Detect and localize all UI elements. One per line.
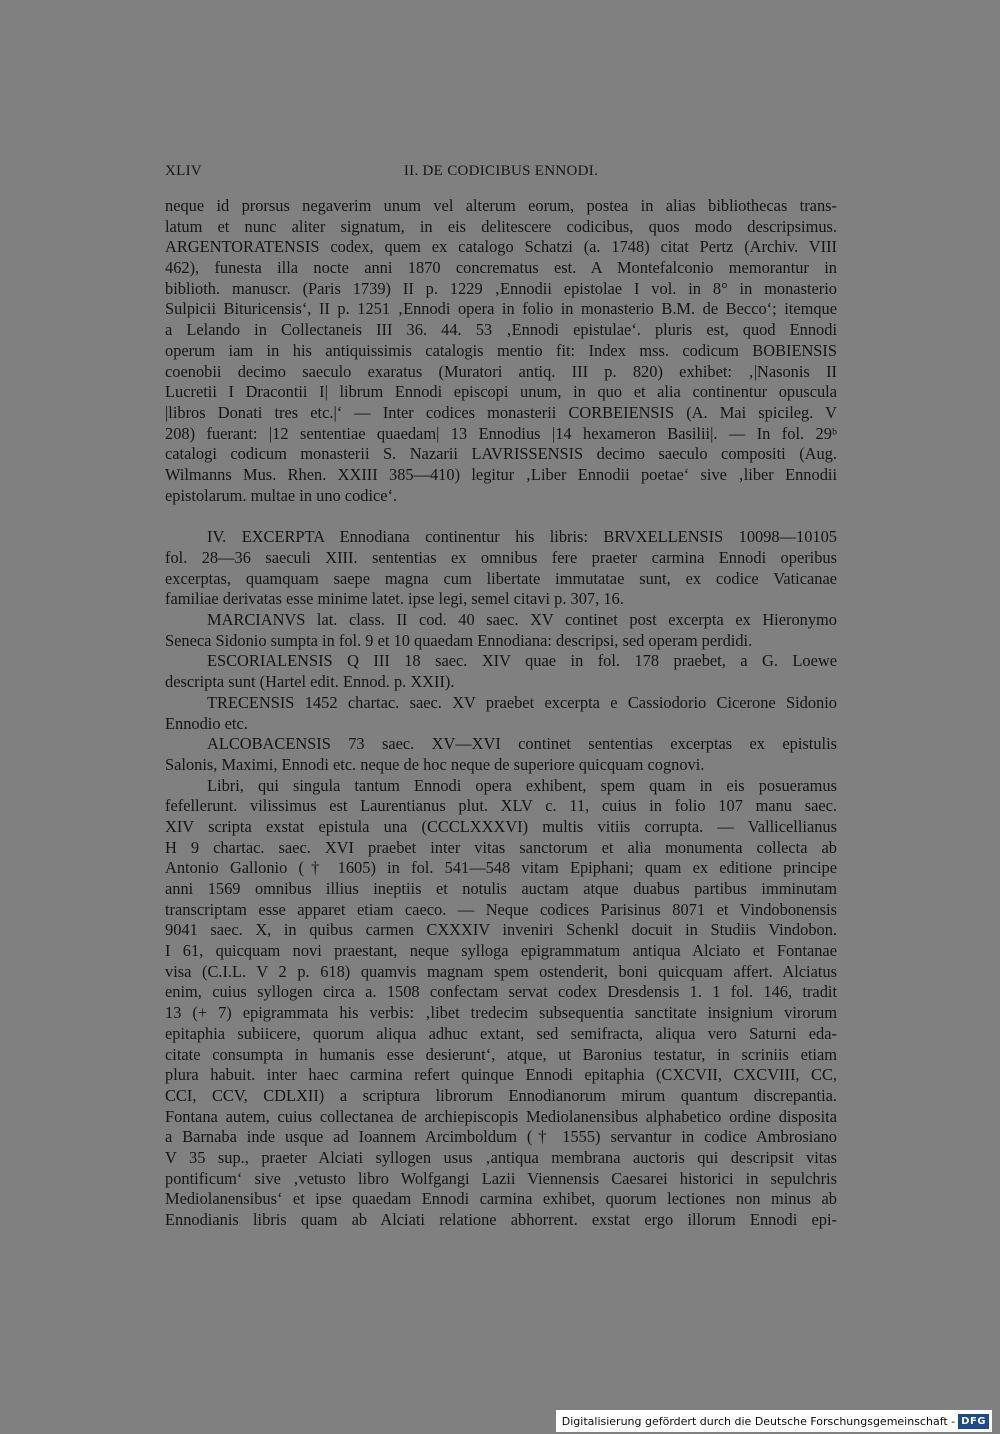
paragraph	[165, 693, 837, 734]
text-line: 9041 saec. X, in quibus carmen CXXXIV inveniri Schenkl docuit in Studiis Vindobon.	[165, 920, 837, 940]
text-line: Wilmanns Mus. Rhen. XXIII 385—410) legitur ‚Liber Ennodii poetae‘ sive ‚liber Ennodii	[165, 464, 837, 484]
running-head	[165, 163, 837, 183]
text-line: Sulpicii Bituricensis‘, II p. 1251 ‚Ennodi opera in folio in monasterio B.M. de Becco‘; itemque	[165, 299, 837, 319]
funding-footer	[556, 1410, 992, 1432]
paragraph	[165, 527, 837, 610]
paragraph-gap	[165, 506, 837, 527]
funding-text: Digitalisierung gefördert durch die Deutsche Forschungsgemeinschaft -	[561, 1414, 956, 1428]
chapter-title: II. DE CODICIBUS ENNODI.	[403, 163, 599, 179]
text-line: I 61, quicquam novi praestant, neque sylloga epigrammatum antiqua Alciato et Fontanae	[165, 941, 837, 961]
text-line: Mediolanensibus‘ et ipse quaedam Ennodi carmina exhibet, quorum lectiones non minus ab	[165, 1189, 837, 1209]
text-line: epitaphia subiicere, quorum aliqua adhuc extant, sed semifracta, aliqua vero Saturni eda-	[165, 1023, 837, 1043]
text-line: fol. 28—36 saeculi XIII. sententias ex omnibus fere praeter carmina Ennodi operibus	[165, 548, 837, 567]
paragraph	[165, 651, 837, 692]
text-line: Libri, qui singula tantum Ennodi opera exhibent, spem quam in eis posueramus	[207, 775, 837, 795]
text-line: neque id prorsus negaverim unum vel alterum eorum, postea in alias bibliothecas trans-	[165, 196, 837, 215]
text-line: Antonio Gallonio († 1605) in fol. 541—548 vitam Epiphani; quam ex editione principe	[165, 858, 837, 878]
text-line: a Lelando in Collectaneis III 36. 44. 53 ‚Ennodi epistulae‘. pluris est, quod Ennodi	[165, 320, 837, 340]
text-line: MARCIANVS lat. class. II cod. 40 saec. XV continet post excerpta ex Hieronymo	[207, 610, 837, 630]
paragraph	[165, 196, 837, 506]
text-line: Lucretii I Dracontii I| librum Ennodi episcopi unum, in quo et alia continentur opuscula	[165, 382, 837, 402]
text-line: a Barnaba inde usque ad Ioannem Arcimboldum († 1555) servantur in codice Ambrosiano	[165, 1127, 837, 1147]
body-text	[165, 196, 837, 1231]
text-line: descripta sunt (Hartel edit. Ennod. p. XXII).	[165, 672, 455, 692]
text-line: pontificum‘ sive ‚vetusto libro Wolfgangi Lazii Viennensis Caesarei historici in sepulchris	[165, 1168, 837, 1188]
text-line: excerptas, quamquam saepe magna cum libertate immutatae sunt, ex codice Vaticanae	[165, 568, 837, 588]
dfg-logo: DFG	[958, 1414, 989, 1429]
text-line: transcriptam esse apparet etiam caeco. — Neque codices Parisinus 8071 et Vindobonensis	[165, 899, 837, 919]
text-line: coenobii decimo saeculo exaratus (Muratori antiq. III p. 820) exhibet: ‚|Nasonis II	[165, 361, 837, 381]
text-line: ALCOBACENSIS 73 saec. XV—XVI continet sententias excerptas ex epistulis	[207, 734, 837, 754]
text-line: V 35 sup., praeter Alciati syllogen usus ‚antiqua membrana auctoris qui descripsit vitas	[165, 1147, 837, 1167]
text-line: XIV scripta exstat epistula una (CCCLXXXVI) multis vitiis corrupta. — Vallicellianus	[165, 816, 837, 836]
text-line: Fontana autem, cuius collectanea de archiepiscopis Mediolanensibus alphabetico ordine disposita	[165, 1106, 837, 1126]
text-line: Ennodianis libris quam ab Alciati relatione abhorrent. exstat ergo illorum Ennodi epi-	[165, 1210, 837, 1229]
text-line: epistolarum. multae in uno codice‘.	[165, 485, 398, 505]
text-line: plura habuit. inter haec carmina refert quinque Ennodi epitaphia (CXCVII, CXCVIII, CC,	[165, 1065, 837, 1085]
text-line: Seneca Sidonio sumpta in fol. 9 et 10 quaedam Ennodiana: descripsi, sed operam perdidi.	[165, 630, 753, 650]
text-line: citate consumpta in humanis esse desierunt‘, atque, ut Baronius testatur, in scriniis etiam	[165, 1044, 837, 1064]
text-line: ESCORIALENSIS Q III 18 saec. XIV quae in fol. 178 praebet, a G. Loewe	[207, 651, 837, 671]
text-line: latum et nunc aliter signatum, in eis delitescere codicibus, quos modo descripsimus.	[165, 216, 837, 236]
text-line: CCI, CCV, CDLXII) a scriptura librorum Ennodianorum mirum quantum discrepantia.	[165, 1085, 837, 1105]
text-line: 13 (+ 7) epigrammata his verbis: ‚libet tredecim subsequentia sanctitate insignium virorum	[165, 1003, 837, 1023]
text-line: catalogi codicum monasterii S. Nazarii LAVRISSENSIS decimo saeculo compositi (Aug.	[165, 444, 837, 464]
paragraph	[165, 610, 837, 651]
page-number: XLIV	[165, 163, 203, 179]
text-line: 208) fuerant: |12 sententiae quaedam| 13 Ennodius |14 hexameron Basilii|. — In fol. 29ᵇ	[165, 423, 837, 443]
text-line: Salonis, Maximi, Ennodi etc. neque de hoc neque de superiore quicquam cognovi.	[165, 754, 705, 774]
text-line: operum iam in his antiquissimis catalogis mentio fit: Index mss. codicum BOBIENSIS	[165, 340, 837, 360]
paragraph	[165, 776, 837, 1231]
paragraph	[165, 734, 837, 775]
text-line: familiae derivatas esse minime latet. ipse legi, semel citavi p. 307, 16.	[165, 589, 624, 609]
text-line: enim, cuius syllogen circa a. 1508 confectam servat codex Dresdensis 1. 1 fol. 146, tradit	[165, 982, 837, 1002]
text-line: IV. EXCERPTA Ennodiana continentur his libris: BRVXELLENSIS 10098—10105	[207, 527, 837, 547]
text-line: |libros Donati tres etc.|‘ — Inter codices monasterii CORBEIENSIS (A. Mai spicileg. V	[165, 402, 837, 422]
text-line: Ennodio etc.	[165, 713, 248, 733]
text-line: ARGENTORATENSIS codex, quem ex catalogo Schatzi (a. 1748) citat Pertz (Archiv. VIII	[165, 237, 837, 257]
text-line: 462), funesta illa nocte anni 1870 concrematus est. A Montefalconio memorantur in	[165, 258, 837, 278]
text-line: visa (C.I.L. V 2 p. 618) quamvis magnam spem ostenderit, boni quicquam affert. Alciatus	[165, 961, 837, 981]
text-line: H 9 chartac. saec. XVI praebet inter vitas sanctorum et alia monumenta collecta ab	[165, 837, 837, 857]
text-line: biblioth. manuscr. (Paris 1739) II p. 1229 ‚Ennodii epistolae I vol. in 8° in monasterio	[165, 278, 837, 298]
text-line: fefellerunt. vilissimus est Laurentianus plut. XLV c. 11, cuius in folio 107 manu saec.	[165, 796, 837, 816]
text-line: anni 1569 omnibus illius ineptiis et notulis auctam atque duabus partibus imminutam	[165, 879, 837, 898]
text-line: TRECENSIS 1452 chartac. saec. XV praebet excerpta e Cassiodorio Cicerone Sidonio	[207, 692, 837, 712]
